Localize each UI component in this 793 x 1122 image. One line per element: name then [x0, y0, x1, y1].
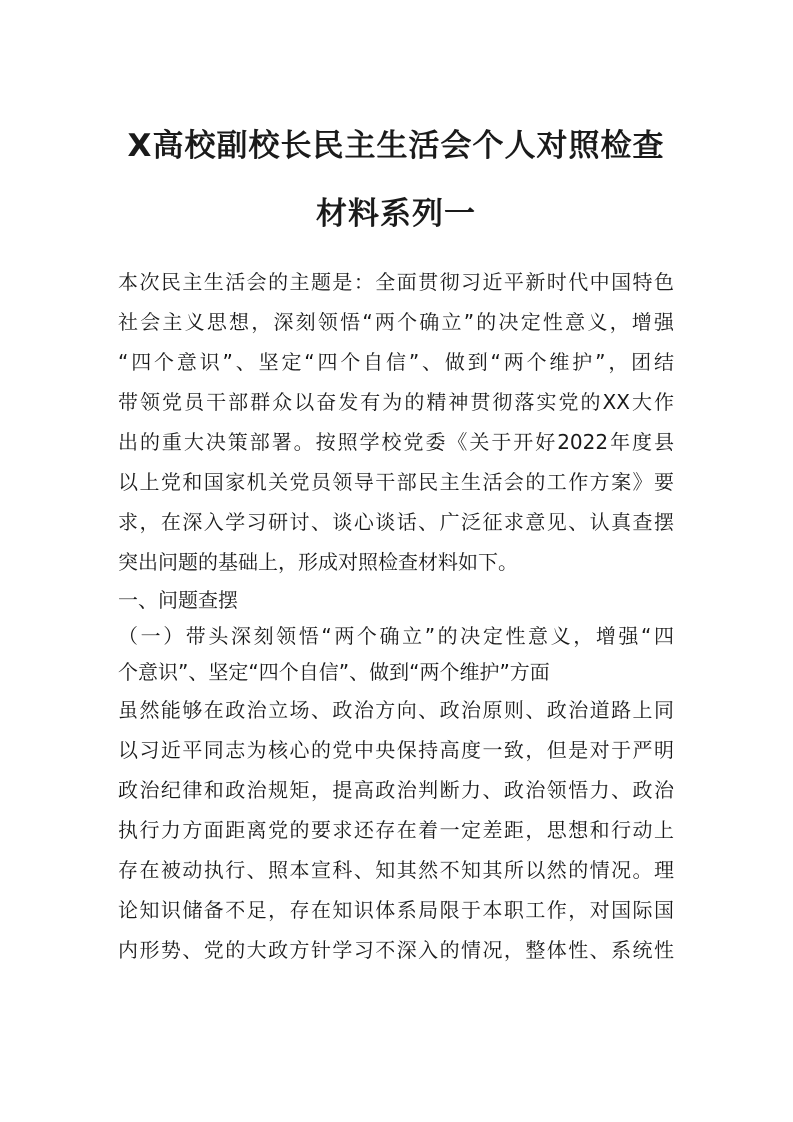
paragraph-line: 政治纪律和政治规矩，提高政治判断力、政治领悟力、政治 [118, 778, 674, 802]
intro-line: 突出问题的基础上，形成对照检查材料如下。 [118, 550, 518, 574]
document-body [118, 262, 674, 970]
paragraph-line: 论知识储备不足，存在知识体系局限于本职工作，对国际国 [118, 898, 674, 922]
intro-line: 带领党员干部群众以奋发有为的精神贯彻落实党的XX大作 [118, 390, 674, 414]
subsection-heading-line: （一）带头深刻领悟“两个确立”的决定性意义，增强“四 [118, 624, 674, 648]
paragraph-line: 以习近平同志为核心的党中央保持高度一致，但是对于严明 [118, 738, 674, 762]
paragraph-line: 存在被动执行、照本宣科、知其然不知其所以然的情况。理 [118, 858, 674, 882]
intro-paragraph [118, 262, 674, 582]
subsection-heading-line: 个意识”、坚定“四个自信”、做到“两个维护”方面 [118, 660, 550, 684]
intro-line: 出的重大决策部署。按照学校党委《关于开好2022年度县 [118, 430, 674, 454]
intro-line: 本次民主生活会的主题是：全面贯彻习近平新时代中国特色 [118, 270, 674, 294]
intro-line: “四个意识”、坚定“四个自信”、做到“两个维护”，团结 [118, 350, 674, 374]
intro-line: 求，在深入学习研讨、谈心谈话、广泛征求意见、认真查摆 [118, 510, 674, 534]
intro-line: 社会主义思想，深刻领悟“两个确立”的决定性意义，增强 [118, 310, 674, 334]
paragraph-line: 执行力方面距离党的要求还存在着一定差距，思想和行动上 [118, 818, 674, 842]
document-title-line-2: 材料系列一 [316, 196, 476, 232]
body-paragraph [118, 690, 674, 970]
intro-line: 以上党和国家机关党员领导干部民主生活会的工作方案》要 [118, 470, 674, 494]
section-heading: 一、问题查摆 [118, 588, 238, 612]
paragraph-line: 内形势、党的大政方针学习不深入的情况，整体性、系统性 [118, 938, 674, 962]
subsection-heading [118, 618, 674, 690]
paragraph-line: 虽然能够在政治立场、政治方向、政治原则、政治道路上同 [118, 698, 674, 722]
document-title-line-1: X高校副校长民主生活会个人对照检查 [127, 128, 665, 164]
